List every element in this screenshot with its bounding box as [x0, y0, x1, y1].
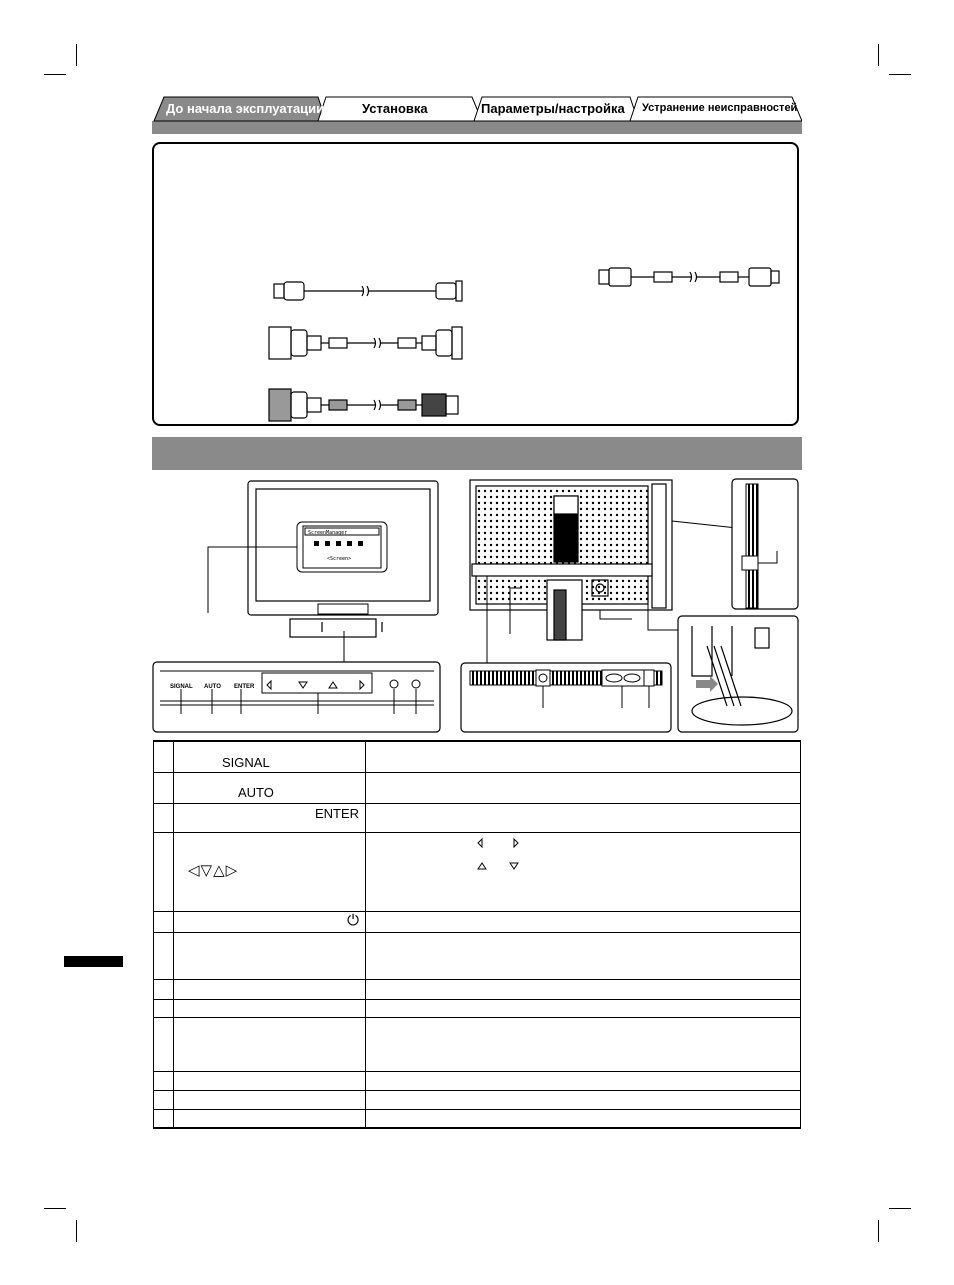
usb-cable-icon	[599, 268, 779, 286]
table-row	[154, 1090, 801, 1109]
monitor-illustration	[152, 476, 802, 734]
osd-title: ScreenManager	[308, 530, 348, 536]
power-cord-icon	[274, 281, 462, 301]
osd-item: <Screen>	[327, 556, 352, 562]
table-row	[154, 1017, 801, 1071]
auto-button-label: AUTO	[204, 684, 221, 690]
dvi-cable-icon	[269, 327, 462, 359]
crop-mark	[889, 1208, 911, 1209]
table-row	[154, 772, 801, 803]
table-row	[154, 803, 801, 832]
arrow-icons	[476, 835, 536, 875]
signal-button-label: SIGNAL	[170, 684, 193, 690]
tab-troubleshooting[interactable]: Устранение неисправностей	[642, 102, 798, 114]
table-row	[154, 1071, 801, 1090]
monitor-rear	[470, 480, 672, 640]
enter-label: ENTER	[314, 805, 359, 821]
table-row	[154, 999, 801, 1017]
table-row	[154, 979, 801, 999]
tab-installation[interactable]: Установка	[362, 101, 428, 116]
table-row	[154, 832, 801, 911]
crop-mark	[889, 74, 911, 75]
tab-before-use[interactable]: До начала эксплуатации	[166, 101, 325, 116]
section-tabs	[152, 94, 802, 134]
auto-label: AUTO	[238, 784, 274, 800]
table-row	[154, 932, 801, 979]
controls-table	[153, 740, 801, 1129]
crop-mark	[44, 74, 66, 75]
crop-mark	[878, 1220, 879, 1242]
d-sub-cable-icon	[269, 389, 458, 421]
accessories-box	[152, 142, 799, 426]
crop-mark	[76, 44, 77, 66]
section-band	[152, 437, 802, 470]
crop-mark	[76, 1220, 77, 1242]
language-marker	[64, 956, 123, 967]
crop-mark	[44, 1208, 66, 1209]
signal-label: SIGNAL	[222, 755, 270, 770]
enter-button-label: ENTER	[234, 684, 255, 690]
tab-settings[interactable]: Параметры/настройка	[481, 101, 625, 116]
table-row	[154, 741, 801, 772]
crop-mark	[878, 44, 879, 66]
table-row	[154, 911, 801, 932]
arrow-buttons-label: ◁▽△▷	[188, 861, 239, 879]
table-row	[154, 1109, 801, 1128]
power-button-label: ⏻	[347, 911, 359, 929]
